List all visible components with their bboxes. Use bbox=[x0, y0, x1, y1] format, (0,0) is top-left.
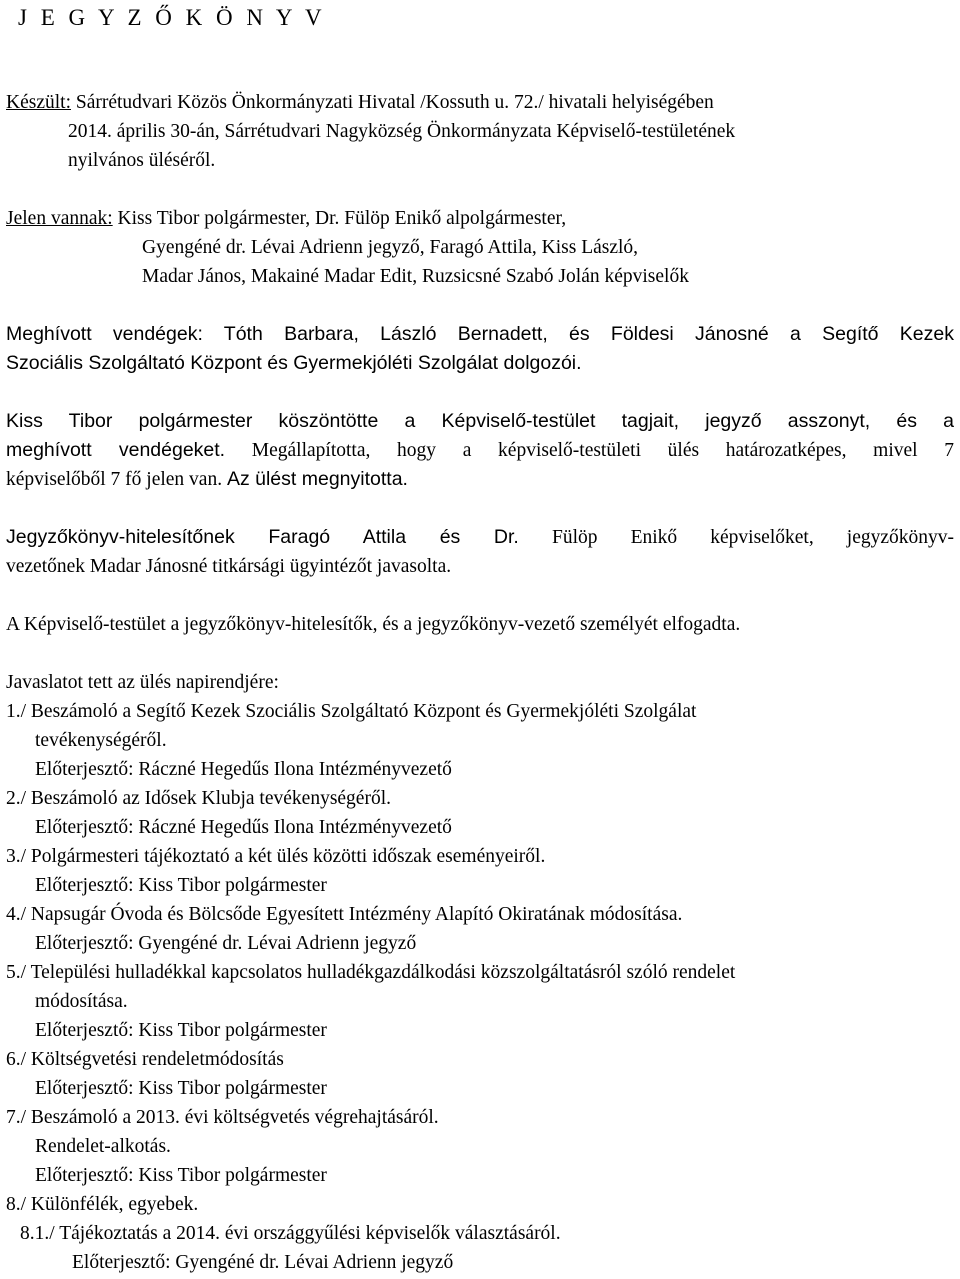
jelen-text-1: Kiss Tibor polgármester, Dr. Fülöp Enikő alpolgármester, bbox=[117, 208, 567, 229]
javaslat-text: Javaslatot tett az ülés napirendjére: bbox=[6, 672, 279, 693]
elfogadta-text: A Képviselő-testület a jegyzőkönyv-hitelesítők, és a jegyzőkönyv-vezető személyét elfogadta. bbox=[6, 614, 741, 635]
agenda-item-6: 6./ Költségvetési rendeletmódosítás bbox=[6, 1049, 284, 1070]
spacer bbox=[6, 581, 954, 610]
agenda-item-4-presenter: Előterjesztő: Gyengéné dr. Lévai Adrienn jegyző bbox=[35, 933, 417, 954]
hitelesito-line-1a: Jegyzőkönyv-hitelesítőnek Faragó Attila és Dr. bbox=[6, 526, 519, 548]
spacer bbox=[6, 494, 954, 523]
agenda-item-1-presenter: Előterjesztő: Ráczné Hegedűs Ilona Intézményvezető bbox=[35, 759, 452, 780]
agenda-item-7: 7./ Beszámoló a 2013. évi költségvetés végrehajtásáról. bbox=[6, 1107, 439, 1128]
meghivott-line-2: Szociális Szolgáltató Központ és Gyermekjóléti Szolgálat dolgozói. bbox=[6, 352, 582, 374]
koszonto-line-2 bbox=[6, 436, 954, 465]
agenda-item-8-1-presenter: Előterjesztő: Gyengéné dr. Lévai Adrienn jegyző bbox=[72, 1252, 454, 1273]
agenda-item-5-cont: módosítása. bbox=[35, 991, 128, 1012]
spacer bbox=[6, 639, 954, 668]
agenda-item-6-presenter: Előterjesztő: Kiss Tibor polgármester bbox=[35, 1078, 327, 1099]
koszonto-line-2a: meghívott vendégeket. bbox=[6, 439, 226, 461]
spacer bbox=[6, 34, 954, 88]
agenda-item-3-presenter: Előterjesztő: Kiss Tibor polgármester bbox=[35, 875, 327, 896]
agenda-item-4: 4./ Napsugár Óvoda és Bölcsőde Egyesített Intézmény Alapító Okiratának módosítása. bbox=[6, 904, 683, 925]
koszonto-line-3a: képviselőből 7 fő jelen van. bbox=[6, 469, 223, 490]
keszult-line-3: nyilvános üléséről. bbox=[68, 150, 216, 171]
hitelesito-line-1 bbox=[6, 523, 954, 552]
meghivott-line-1: Meghívott vendégek: Tóth Barbara, László Bernadett, és Földesi Jánosné a Segítő Kezek bbox=[6, 323, 954, 345]
spacer bbox=[6, 291, 954, 320]
spacer bbox=[6, 378, 954, 407]
hitelesito-line-2: vezetőnek Madar Jánosné titkársági ügyintézőt javasolta. bbox=[6, 556, 452, 577]
koszonto-line-3b: Az ülést megnyitotta. bbox=[226, 468, 408, 490]
keszult-text-1: Sárrétudvari Közös Önkormányzati Hivatal /Kossuth u. 72./ hivatali helyiségében bbox=[75, 92, 714, 113]
koszonto-line-2b: Megállapította, hogy a képviselő-testületi ülés határozatképes, mivel 7 bbox=[251, 440, 954, 461]
agenda-item-2: 2./ Beszámoló az Idősek Klubja tevékenységéről. bbox=[6, 788, 392, 809]
keszult-line-1 bbox=[6, 88, 954, 117]
agenda-item-1: 1./ Beszámoló a Segítő Kezek Szociális Szolgáltató Központ és Gyermekjóléti Szolgálat bbox=[6, 701, 697, 722]
document-page bbox=[6, 4, 954, 1277]
agenda-item-5-presenter: Előterjesztő: Kiss Tibor polgármester bbox=[35, 1020, 327, 1041]
keszult-line-2: 2014. április 30-án, Sárrétudvari Nagyközség Önkormányzata Képviselő-testületének bbox=[68, 121, 736, 142]
jelen-line-1 bbox=[6, 204, 954, 233]
agenda-item-5: 5./ Települési hulladékkal kapcsolatos hulladékgazdálkodási közszolgáltatásról szóló rendelet bbox=[6, 962, 736, 983]
keszult-label: Készült: bbox=[6, 92, 71, 113]
jelen-line-3: Madar János, Makainé Madar Edit, Ruzsicsné Szabó Jolán képviselők bbox=[142, 266, 689, 287]
agenda-item-8-1: 8.1./ Tájékoztatás a 2014. évi országgyűlési képviselők választásáról. bbox=[20, 1223, 561, 1244]
agenda-item-3: 3./ Polgármesteri tájékoztató a két ülés közötti időszak eseményeiről. bbox=[6, 846, 546, 867]
jelen-line-2: Gyengéné dr. Lévai Adrienn jegyző, Faragó Attila, Kiss László, bbox=[142, 237, 639, 258]
agenda-item-8: 8./ Különfélék, egyebek. bbox=[6, 1194, 199, 1215]
agenda-item-7-cont: Rendelet-alkotás. bbox=[35, 1136, 171, 1157]
jelen-label: Jelen vannak: bbox=[6, 208, 113, 229]
spacer bbox=[6, 175, 954, 204]
document-title: J E G Y Z Ő K Ö N Y V bbox=[18, 5, 326, 30]
agenda-item-7-presenter: Előterjesztő: Kiss Tibor polgármester bbox=[35, 1165, 327, 1186]
hitelesito-line-1b: Fülöp Enikő képviselőket, jegyzőkönyv- bbox=[551, 527, 955, 548]
koszonto-line-1: Kiss Tibor polgármester köszöntötte a Képviselő-testület tagjait, jegyző asszonyt, és a bbox=[6, 410, 954, 432]
agenda-item-1-cont: tevékenységéről. bbox=[35, 730, 167, 751]
koszonto-line-3 bbox=[6, 465, 954, 494]
agenda-item-2-presenter: Előterjesztő: Ráczné Hegedűs Ilona Intézményvezető bbox=[35, 817, 452, 838]
